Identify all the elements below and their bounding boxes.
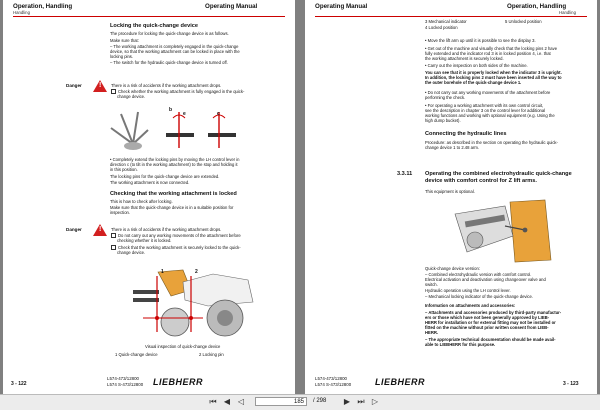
left-page xyxy=(3,0,295,394)
legend-top-item: 3 Mechanical indicator xyxy=(425,19,467,24)
section1-line: – The working attachment is completely engaged in the quick-change xyxy=(110,44,239,49)
step1-line: The working attachment is now connected. xyxy=(110,180,190,185)
quick-change-device-figure xyxy=(445,196,555,266)
legend-top-item: 4 Locked position xyxy=(425,25,458,30)
danger2-line: There is a risk of accidents if the working attachment drops. xyxy=(111,227,222,232)
section2-line: Make sure that the quick-change device is in a suitable position for xyxy=(110,205,234,210)
section-main-title: device with comfort control for Z lift arms. xyxy=(425,178,537,184)
section1-line: – The switch for the hydraulic quick-change device is turned off. xyxy=(110,60,228,65)
page-number: 3 - 122 xyxy=(11,381,27,387)
step1-line: in this position. xyxy=(110,167,138,172)
page-number-input[interactable]: 185 xyxy=(255,397,307,406)
nav-forward-icon[interactable]: ▷ xyxy=(371,397,379,406)
legend-item: 2 Locking pin xyxy=(199,352,224,357)
danger2-line: change device. xyxy=(117,250,146,255)
prev-page-icon[interactable]: ◀ xyxy=(223,397,231,406)
section-connect-line: Procedure: as described in the section on operating the hydraulic quick- xyxy=(425,140,558,145)
bullet-mid: working functions and working with optional equipment (e.g. Using the xyxy=(425,113,555,118)
footer-model: L574-473/12800 xyxy=(107,376,139,381)
step1-line: direction c (to tilt in the working attachment) to the stop and holding it xyxy=(110,162,238,167)
danger2-text: Do not carry out any working movements of the attachment before xyxy=(118,233,241,238)
bullet-mid: performing the check. xyxy=(425,95,466,100)
fig1-label-e: e xyxy=(183,111,186,117)
qc-line: switch. xyxy=(425,282,438,287)
footer-model: L574 S-473/12800 xyxy=(315,382,352,387)
checkbox-icon xyxy=(111,245,116,250)
qc-line: – Mechanical locking indicator of the quick-change device. xyxy=(425,294,534,299)
fig1-label-b: b xyxy=(169,107,173,113)
legend-item: 1 Quick-change device xyxy=(115,352,158,357)
first-page-icon[interactable]: ⏮ xyxy=(209,397,217,406)
section1-title: Locking the quick-change device xyxy=(110,23,198,29)
warning-triangle-icon: ! xyxy=(93,80,107,92)
info-title: Information on attachments and accessories: xyxy=(425,303,516,308)
section1-line: device, so that the working attachment can be locked in place with the xyxy=(110,49,240,54)
right-header-left: Operating Manual xyxy=(315,3,368,10)
qc-line: Hydraulic operation using the LH control lever. xyxy=(425,288,511,293)
loader-inspection-figure xyxy=(113,262,263,342)
nav-back-icon[interactable]: ◁ xyxy=(237,397,245,406)
left-header-right: Operating Manual xyxy=(205,3,258,10)
fig2-label-1: 1 xyxy=(161,269,164,275)
page-total: / 298 xyxy=(313,398,327,404)
info-line: – Attachments and accessories produced by third-party manufactur- xyxy=(425,310,562,315)
control-lever-icon xyxy=(111,112,148,150)
qc-line: – Combined electrohydraulic version with comfort control. xyxy=(425,272,532,277)
footer-model: L574 S-473/12800 xyxy=(107,382,144,387)
step1-line: The locking pins for the quick-change device are extended. xyxy=(110,174,220,179)
danger1-line: change device. xyxy=(117,94,146,99)
danger-label: Danger xyxy=(66,227,82,232)
section-connect-line: change device 1 to 2.48 arm. xyxy=(425,145,480,150)
fig2-label-2: 2 xyxy=(195,269,198,275)
section2-line: This is how to check after locking. xyxy=(110,199,173,204)
left-header-title: Operation, Handling xyxy=(13,3,73,10)
info-line: ers or those which have not been generally approved by LIEB- xyxy=(425,315,550,320)
step1-line: • Completely extend the locking pins by moving the LH control lever in xyxy=(110,157,240,162)
fig2-caption: Visual inspection of quick-change device xyxy=(145,344,221,349)
info-line: HERR. xyxy=(425,330,439,335)
right-header-rule xyxy=(315,16,587,17)
locking-pin-bars xyxy=(166,112,236,148)
bold-note: the outer borehole of the quick-change device 1. xyxy=(425,80,522,85)
danger2-line: checking whether it is locked. xyxy=(117,238,172,243)
danger1-line: There is a risk of accidents if the working attachment drops. xyxy=(111,83,222,88)
bullet-mid: • Do not carry out any working movements of the attachment before xyxy=(425,90,551,95)
right-page xyxy=(305,0,597,394)
fig1-label-c: c xyxy=(217,111,220,117)
checkbox-icon xyxy=(111,233,116,238)
danger-label: Danger xyxy=(66,83,82,88)
bold-note: You can see that it is properly locked when the indicator 3 is upright. xyxy=(425,70,562,75)
right-header-sub: Handling xyxy=(559,10,576,15)
left-header-sub: Handling xyxy=(13,10,30,15)
bullet-top: the working attachment is securely locked. xyxy=(425,56,504,61)
bullet-top: • Move the lift arm up until it is possible to see the display 3. xyxy=(425,38,536,43)
bullet-mid: • For operating a working attachment with its own control circuit, xyxy=(425,103,544,108)
locking-pins-figure xyxy=(103,104,253,154)
info-line: fitted on the machine without prior written consent from LIEB- xyxy=(425,325,549,330)
optional-text: This equipment is optional. xyxy=(425,189,475,194)
warning-triangle-icon: ! xyxy=(93,224,107,236)
qc-line: Quick-change device version: xyxy=(425,266,480,271)
legend-top-item: 5 Unlocked position xyxy=(505,19,542,24)
section1-line: The procedure for locking the quick-change device is as follows. xyxy=(110,31,229,36)
right-header-title: Operation, Handling xyxy=(507,3,567,10)
liebherr-logo: LIEBHERR xyxy=(153,377,204,387)
danger2-text: Check that the working attachment is securely locked to the quick- xyxy=(118,245,241,250)
section1-line: Make sure that: xyxy=(110,38,139,43)
bullet-mid: high dump bucket). xyxy=(425,118,461,123)
section-number: 3.3.11 xyxy=(397,171,413,177)
section-connect-title: Connecting the hydraulic lines xyxy=(425,131,507,137)
next-page-icon[interactable]: ▶ xyxy=(343,397,351,406)
viewer-toolbar xyxy=(0,394,600,410)
section1-line: locking pins. xyxy=(110,54,134,59)
info-line: – The appropriate technical documentation should be made avail- xyxy=(425,337,556,342)
info-line: able to LIEBHERR for this purpose. xyxy=(425,342,496,347)
qc-line: Electrical activation and deactivation using changeover valve and xyxy=(425,277,546,282)
info-line: HERR for installation or for external fitting may not be installed or xyxy=(425,320,556,325)
checkbox-icon xyxy=(111,89,116,94)
bullet-top: • Get out of the machine and visually check that the locking pins 2 have xyxy=(425,46,558,51)
danger1-text: Check whether the working attachment is fully engaged in the quick- xyxy=(118,89,245,94)
left-header-rule xyxy=(13,16,285,17)
last-page-icon[interactable]: ⏭ xyxy=(357,397,365,406)
footer-model: L574-473/12800 xyxy=(315,376,347,381)
liebherr-logo: LIEBHERR xyxy=(375,377,426,387)
bullet-top: • Carry out the inspection on both sides of the machine. xyxy=(425,63,528,68)
bold-note: In addition, the locking pins 2 must have been inserted all the way to xyxy=(425,75,562,80)
page-number: 3 - 123 xyxy=(563,381,579,387)
bullet-top: fully extended and the indicator rod 3 is in locked position 4, i.e. that xyxy=(425,51,551,56)
section2-line: inspection. xyxy=(110,210,131,215)
section-main-title: Operating the combined electrohydraulic quick-change xyxy=(425,171,572,177)
section2-title: Checking that the working attachment is locked xyxy=(110,191,237,197)
bullet-mid: see the description in chapter 3 on the control lever for additional xyxy=(425,108,546,113)
